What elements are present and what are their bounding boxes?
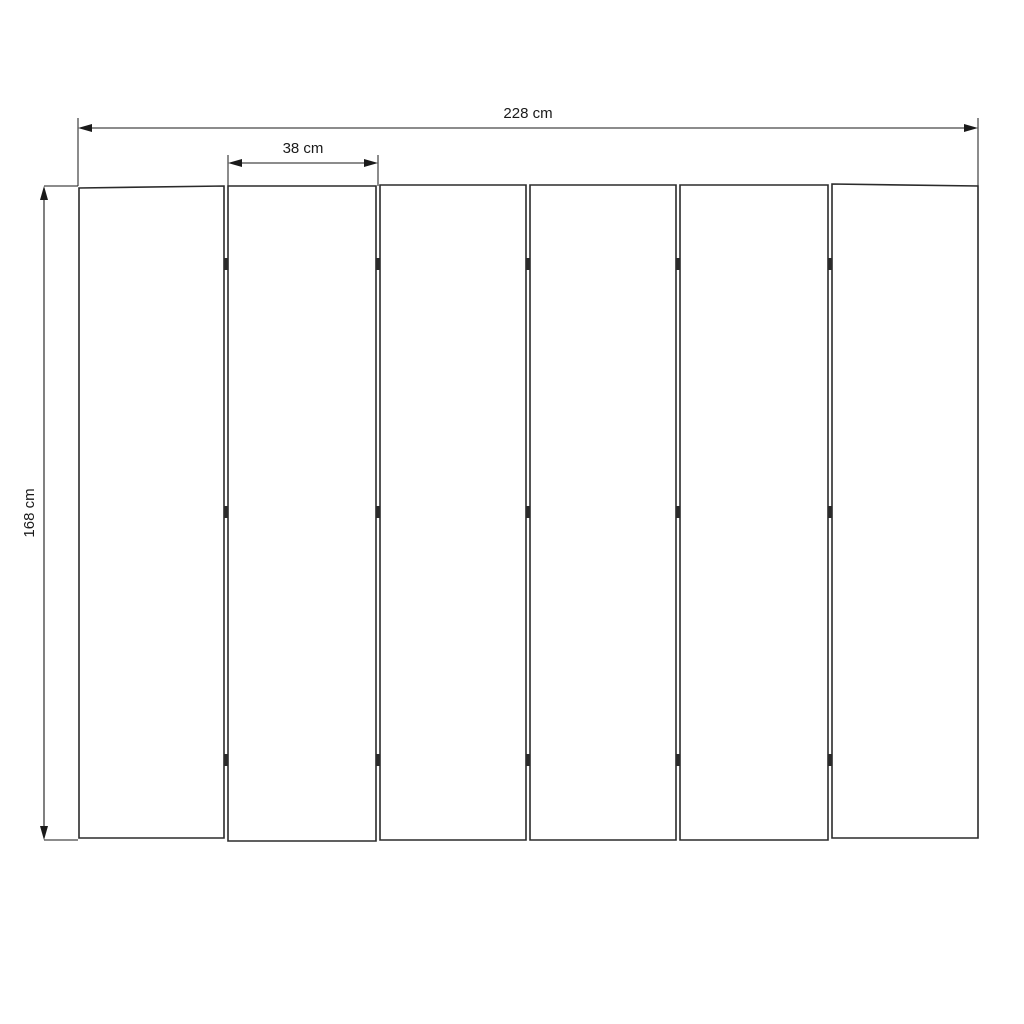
width-arrow-right [964, 124, 978, 132]
panel-width-dimension [228, 140, 378, 186]
width-arrow-left [78, 124, 92, 132]
panel-width-arrow-right [364, 159, 378, 167]
total-height-dimension [21, 186, 78, 840]
panel-4[interactable] [530, 185, 676, 840]
panel-2[interactable] [228, 186, 376, 841]
height-arrow-top [40, 186, 48, 200]
panel-3[interactable] [380, 185, 526, 840]
panel-6[interactable] [832, 184, 978, 838]
panel-width-arrow-left [228, 159, 242, 167]
total-width-label: 228 cm [503, 105, 553, 122]
total-width-dimension [78, 105, 978, 186]
panel-1[interactable] [79, 186, 224, 838]
divider-panels [79, 184, 978, 841]
panel-width-label: 38 cm [282, 140, 324, 157]
total-height-label: 168 cm [21, 488, 38, 538]
panel-5[interactable] [680, 185, 828, 840]
height-arrow-bottom [40, 826, 48, 840]
